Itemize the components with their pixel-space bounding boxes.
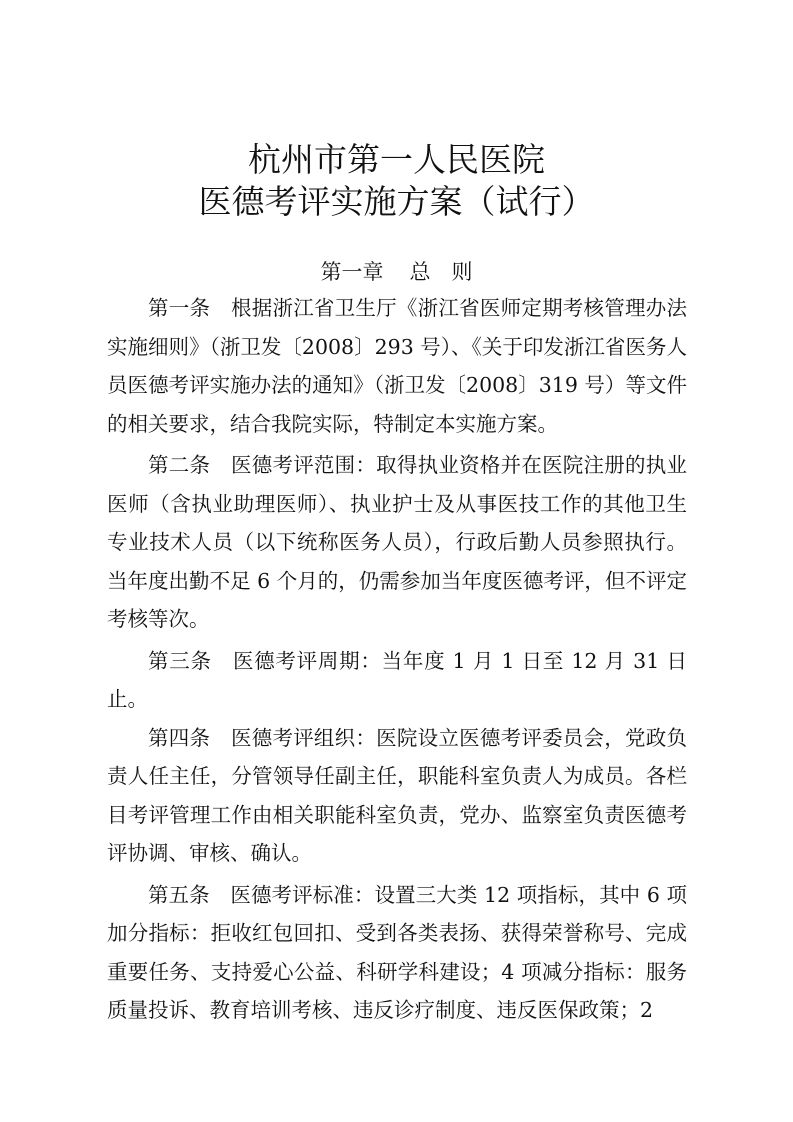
article-5-text: 医德考评标准：设置三大类 12 项指标，其中 6 项加分指标：拒收红包回扣、受到各类表扬、获得荣誉称号、完成重要任务、支持爱心公益、科研学科建设；4 项减分指标：服务质量投诉、教育培训考核、违反诊疗制度、违反医保政策；2 — [107, 882, 687, 1022]
document-title-line1: 杭州市第一人民医院 — [248, 140, 545, 179]
chapter-number: 第一章 — [320, 260, 384, 284]
article-4-lead: 第四条 — [148, 725, 231, 750]
document-body — [107, 289, 687, 1030]
article-1 — [107, 289, 687, 443]
article-5-lead: 第五条 — [148, 882, 231, 907]
chapter-heading — [0, 256, 793, 288]
chapter-title: 总 则 — [409, 260, 473, 284]
article-2-lead: 第二条 — [148, 453, 231, 477]
article-3-text: 医德考评周期：当年度 1 月 1 日至 12 月 31 日止。 — [107, 648, 688, 711]
article-3-lead: 第三条 — [148, 648, 233, 673]
article-1-text: 根据浙江省卫生厅《浙江省医师定期考核管理办法实施细则》（浙卫发〔2008〕293 号）、《关于印发浙江省医务人员医德考评实施办法的通知》（浙卫发〔2008〕319 号）等文件的相关要求，结合我院实际，特制定本实施方案。 — [107, 296, 688, 436]
article-1-lead: 第一条 — [148, 296, 231, 320]
article-4 — [107, 719, 687, 873]
document-title-line2: 医德考评实施方案（试行） — [198, 182, 595, 221]
article-4-text: 医德考评组织：医院设立医德考评委员会，党政负责人任主任，分管领导任副主任，职能科室负责人为成员。各栏目考评管理工作由相关职能科室负责，党办、监察室负责医德考评协调、审核、确认。 — [107, 725, 688, 865]
article-2-text: 医德考评范围：取得执业资格并在医院注册的执业医师（含执业助理医师）、执业护士及从事医技工作的其他卫生专业技术人员（以下统称医务人员），行政后勤人员参照执行。当年度出勤不足 6 个月的，仍需参加当年度医德考评，但不评定考核等次。 — [107, 453, 688, 631]
article-5 — [107, 876, 687, 1030]
article-2 — [107, 446, 687, 639]
article-3 — [107, 642, 687, 719]
